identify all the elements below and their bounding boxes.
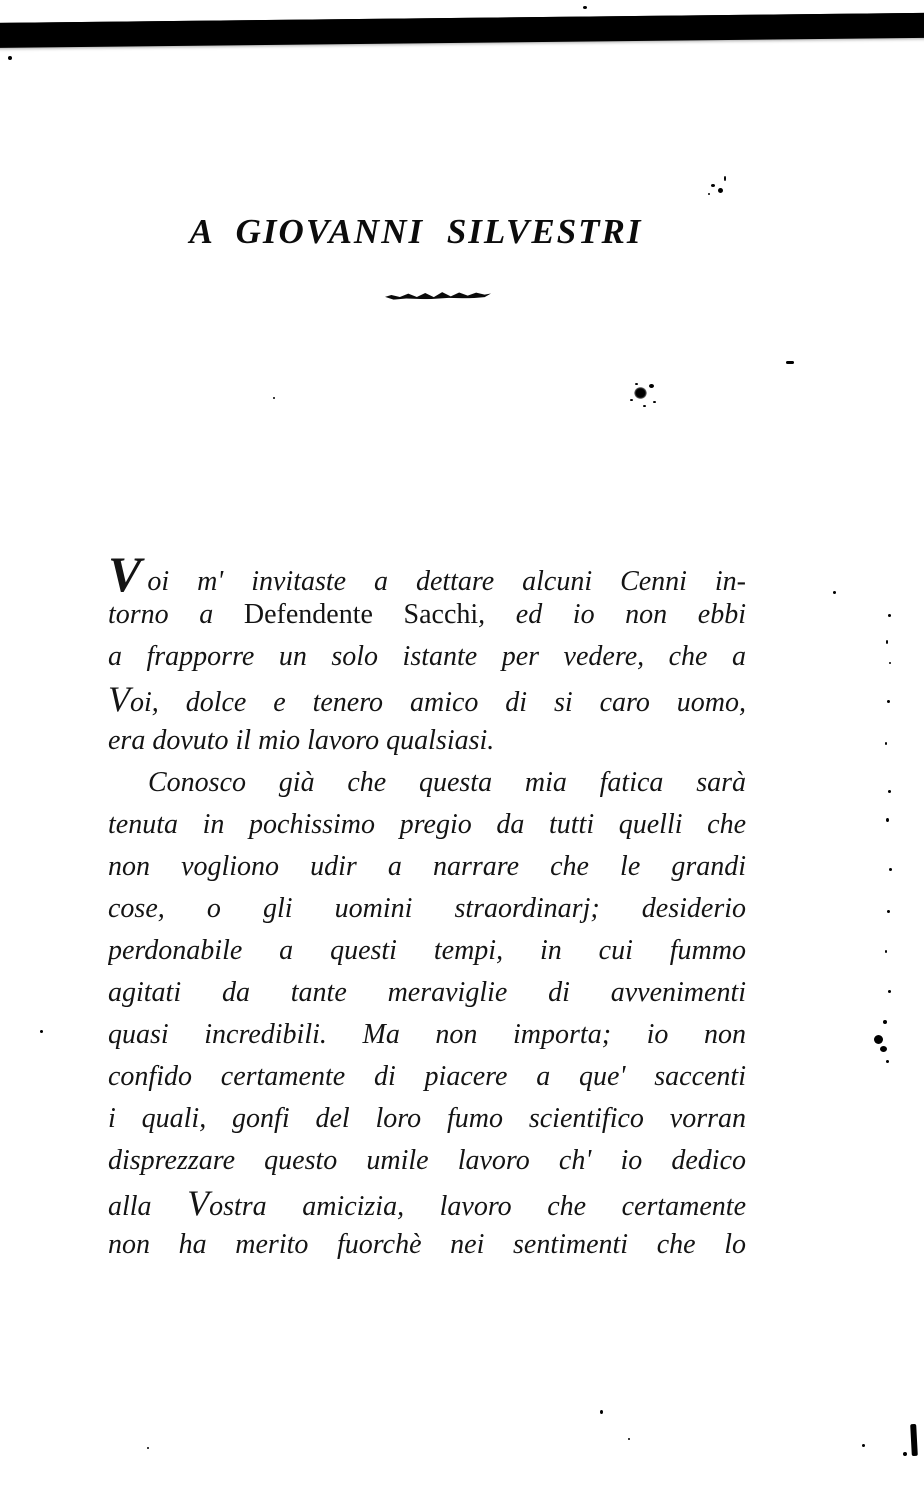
bigv-text: V: [187, 1183, 210, 1223]
scan-speck: [903, 1452, 907, 1456]
scan-edge-bar: [0, 13, 924, 46]
line-text: oi, dolce e tenero amico di si caro uomo,: [130, 687, 746, 718]
bigv-text: V: [108, 679, 130, 719]
line-text: alla: [108, 1191, 188, 1222]
scan-speck: [724, 176, 726, 181]
scan-speck: [885, 742, 887, 745]
scan-speck: [886, 818, 889, 822]
scan-speck: [887, 910, 890, 913]
dropcap-text: V: [108, 552, 142, 594]
line-text: non vogliono udir a narrare che le grandi: [108, 851, 746, 882]
scan-speck: [583, 6, 587, 9]
scan-speck: [628, 1438, 630, 1440]
ornament-rule: [385, 290, 491, 300]
line-text: disprezzare questo umile lavoro ch' io dedico: [108, 1145, 746, 1176]
text-line: [108, 1224, 746, 1266]
line-text: quasi incredibili. Ma non importa; io non: [108, 1019, 746, 1050]
text-line: [108, 552, 746, 594]
scan-speck: [887, 700, 890, 703]
scan-speck: [40, 1030, 43, 1033]
line-text: i quali, gonfi del loro fumo scientifico vorran: [108, 1103, 746, 1134]
text-line: [108, 846, 746, 888]
scan-speck: [888, 790, 891, 793]
body-text: [108, 552, 746, 1266]
text-line: [108, 678, 746, 720]
scan-speck: [883, 1020, 887, 1024]
scan-speck: [888, 990, 891, 993]
text-line: [108, 1014, 746, 1056]
line-text: Conosco già che questa mia fatica sarà: [148, 767, 746, 798]
line-text: ostra amicizia, lavoro che certamente: [209, 1191, 746, 1222]
line-text: cose, o gli uomini straordinarj; desiderio: [108, 893, 746, 924]
line-text: perdonabile a questi tempi, in cui fummo: [108, 935, 746, 966]
scan-speck: [880, 1046, 887, 1052]
line-text: torno a: [108, 599, 244, 630]
scan-speck: [886, 640, 888, 644]
line-text: oi m' invitaste a dettare alcuni Cenni in-: [147, 566, 746, 594]
scan-speck: [147, 1447, 149, 1449]
text-line: [108, 972, 746, 1014]
text-line: [108, 1140, 746, 1182]
line-text: confido certamente di piacere a que' saccenti: [108, 1061, 746, 1092]
scan-speck: [886, 1060, 889, 1063]
scan-speck: [885, 950, 887, 953]
text-line: [108, 762, 746, 804]
text-line: [108, 804, 746, 846]
scan-speck: [833, 591, 836, 594]
scan-speck: [718, 188, 723, 193]
scan-speck: [273, 397, 275, 399]
text-line: [108, 1098, 746, 1140]
line-text: tenuta in pochissimo pregio da tutti quelli che: [108, 809, 746, 840]
scan-speck: [711, 184, 715, 187]
text-line: [108, 1056, 746, 1098]
text-line: [108, 1182, 746, 1224]
scan-speck: [708, 193, 710, 195]
scan-speck: [910, 1424, 918, 1456]
text-line: [108, 636, 746, 678]
line-text: a frapporre un solo istante per vedere, che a: [108, 641, 746, 672]
line-text: non ha merito fuorchè nei sentimenti che lo: [108, 1229, 746, 1260]
scan-speck: [862, 1444, 865, 1447]
scan-speck: [889, 868, 892, 871]
scan-speck: [874, 1035, 883, 1044]
scan-speck: [786, 361, 794, 364]
roman-text: Defendente Sacchi: [243, 599, 479, 630]
scan-speck: [600, 1410, 603, 1414]
line-text: era dovuto il mio lavoro qualsiasi.: [108, 725, 495, 756]
page-title: A GIOVANNI SILVESTRI: [189, 212, 643, 251]
text-line: [108, 930, 746, 972]
ink-blot: [632, 385, 649, 401]
line-text: , ed io non ebbi: [478, 599, 746, 630]
line-text: agitati da tante meraviglie di avvenimenti: [108, 977, 746, 1008]
text-line: [108, 888, 746, 930]
text-line: [108, 594, 746, 636]
scan-speck: [889, 662, 891, 664]
scan-speck: [888, 614, 891, 617]
text-line: [108, 720, 746, 762]
scan-speck: [8, 56, 12, 60]
